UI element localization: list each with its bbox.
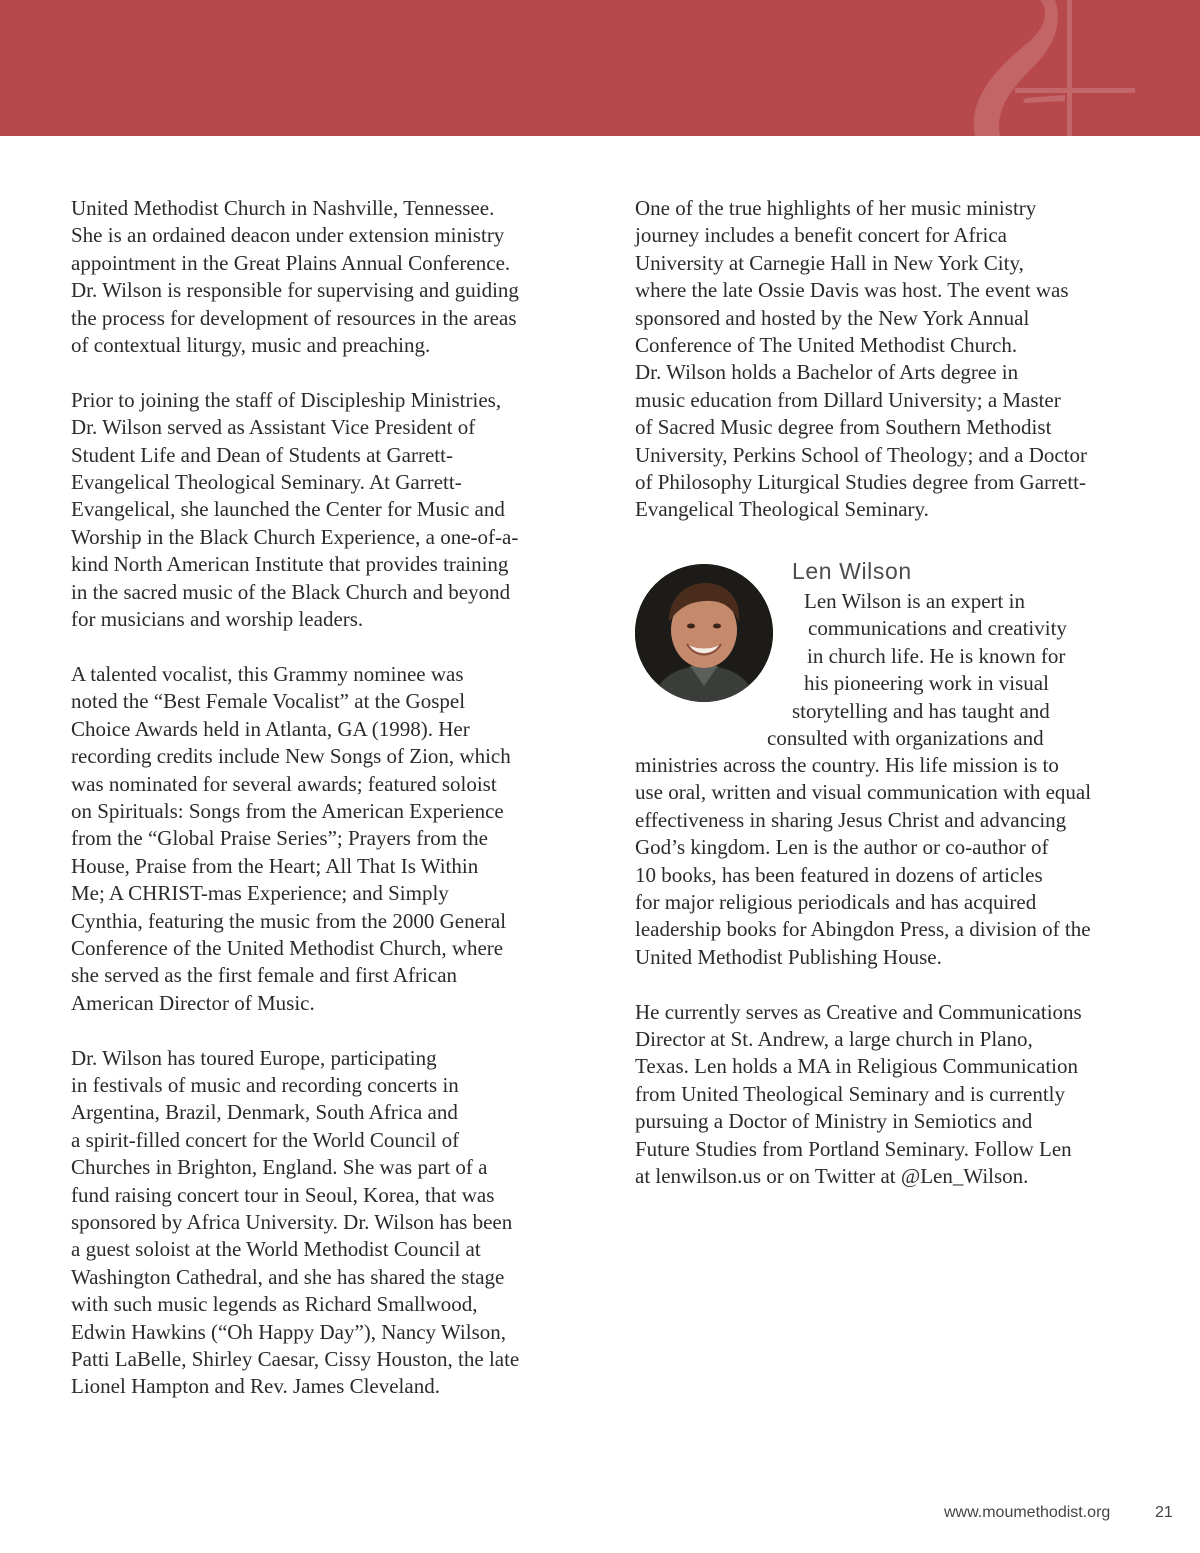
right-column [635,195,1145,524]
paragraph: ministries across the country. His life mission is to use oral, written and visual communication with equal effectiveness in sharing Jesus Christ and advancing God’s kingdom. Len is the author or co-author of 10 books, has been featured in dozens of articles for major religious periodicals and has acquired leadership books for Abingdon Press, a division of the United Methodist Publishing House. [635,753,1092,969]
paragraph: United Methodist Church in Nashville, Tennessee. She is an ordained deacon under extension ministry appointment in the Great Plains Annual Conference. Dr. Wilson is responsible for supervising and guiding the process for development of resources in the areas of contextual liturgy, music and preaching. [71,196,519,358]
paragraph: A talented vocalist, this Grammy nominee was noted the “Best Female Vocalist” at the Gospel Choice Awards held in Atlanta, GA (1998). Her recording credits include New Songs of Zion, which was nominated for several awards; featured soloist on Spirituals: Songs from the American Experience from the “Global Praise Series”; Prayers from the House, Praise from the Heart; All That Is Within Me; A CHRIST-mas Experience; and Simply Cynthia, featuring the music from the 2000 General Conference of the United Methodist Church, where she served as the first female and first African American Director of Music. [71,661,511,1015]
bio-heading: Len Wilson [792,558,912,584]
text-line: Len Wilson is an expert in [804,589,1025,613]
text-line: in church life. He is known for [807,643,1066,668]
portrait-photo [635,564,773,702]
text-line: his pioneering work in visual [804,671,1049,696]
cross-and-flame-icon [955,0,1145,136]
paragraph: He currently serves as Creative and Communications Director at St. Andrew, a large church in Plano, Texas. Len holds a MA in Religious Communication from United Theological Seminary and is currently pursuing a Doctor of Ministry in Semiotics and Future Studies from Portland Seminary. Follow Len at lenwilson.us or on Twitter at @Len_Wilson. [635,999,1082,1189]
footer-url: www.moumethodist.org [944,1504,1111,1521]
portrait-illustration [635,564,773,702]
header-banner [0,0,1200,136]
bio-body [635,752,1145,1190]
paragraph: Dr. Wilson has toured Europe, participating in festivals of music and recording concerts in Argentina, Brazil, Denmark, South Africa and a spirit-filled concert for the World Council of Churches in Brighton, England. She was part of a fund raising concert tour in Seoul, Korea, that was sponsored by Africa University. Dr. Wilson has been a guest soloist at the World Methodist Council at Washington Cathedral, and she has shared the stage with such music legends as Richard Smallwood, Edwin Hawkins (“Oh Happy Day”), Nancy Wilson, Patti LaBelle, Shirley Caesar, Cissy Houston, the late Lionel Hampton and Rev. James Cleveland. [71,1045,520,1399]
paragraph: One of the true highlights of her music ministry journey includes a benefit concert for Africa University at Carnegie Hall in New York City, where the late Ossie Davis was host. The event was sponsored and hosted by the New York Annual Conference of The United Methodist Church. Dr. Wilson holds a Bachelor of Arts degree in music education from Dillard University; a Master of Sacred Music degree from Southern Methodist University, Perkins School of Theology; and a Doctor of Philosophy Liturgical Studies degree from Garrett- Evangelical Theological Seminary. [635,196,1088,522]
page-number: 21 [1155,1504,1173,1521]
left-column [71,195,571,1401]
text-line: communications and creativity [808,616,1067,641]
text-line: storytelling and has taught and [792,698,1050,723]
text-line: consulted with organizations and [767,726,1044,750]
paragraph: Prior to joining the staff of Discipleship Ministries, Dr. Wilson served as Assistant Vice President of Student Life and Dean of Students at Garrett- Evangelical Theological Seminary. At Garrett- Evangelical, she launched the Center for Music and Worship in the Black Church Experience, a one-of-a- kind North American Institute that provides training in the sacred music of the Black Church and beyond for musicians and worship leaders. [71,387,519,632]
